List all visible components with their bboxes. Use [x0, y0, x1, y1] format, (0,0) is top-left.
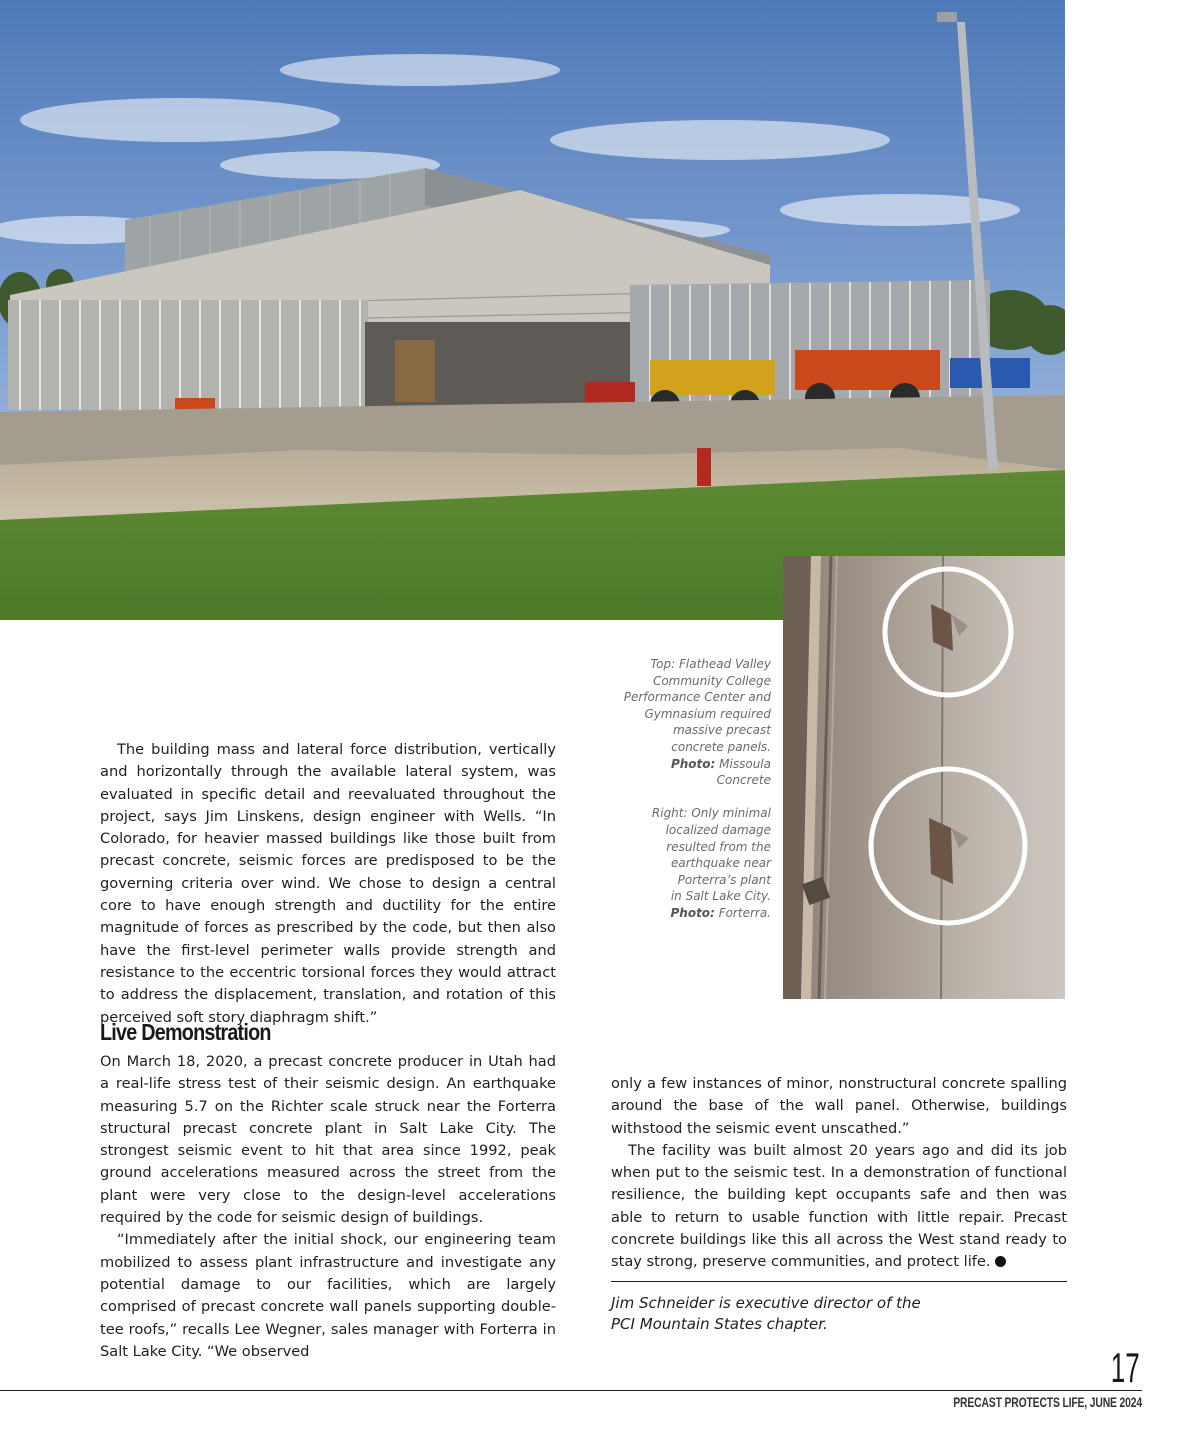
author-bio-line: Jim Schneider is executive director of the: [611, 1294, 921, 1312]
building-construction-photo: [0, 0, 1065, 620]
caption-credit-line: [571, 905, 771, 922]
left-column: [100, 739, 556, 1029]
end-bullet-icon: [995, 1256, 1006, 1267]
caption-line: Porterra’s plant: [677, 872, 771, 887]
author-bio: [611, 1293, 1071, 1335]
photo-credit-label: Photo:: [670, 756, 716, 771]
caption-line: Community College: [652, 673, 771, 688]
caption-spacer: [571, 789, 771, 806]
section-heading: Live Demonstration: [100, 1019, 271, 1045]
left-column-2: [100, 1051, 556, 1363]
caption-line: Top: Flathead Valley: [650, 657, 771, 671]
photo-credit: Forterra.: [718, 905, 771, 920]
author-bio-line: PCI Mountain States chapter.: [611, 1315, 828, 1333]
caption-line: Gymnasium required: [644, 706, 771, 721]
paragraph: [611, 1140, 1067, 1274]
caption-line: Right: Only minimal: [651, 806, 771, 821]
caption-line: concrete panels.: [671, 739, 771, 754]
paragraph-text: The facility was built almost 20 years ago and did its job when put to the seismic test. In a demonstration of functional resilience, the building kept occupants safe and then was able to return to usable function with little repair. Precast concrete buildings like this all across the West stand ready to stay strong, preserve communities, and protect life.: [611, 1141, 1067, 1271]
footer-divider: [0, 1390, 1142, 1391]
photo-credit-label: Photo:: [670, 905, 715, 920]
photo-credit: Missoula: [719, 756, 771, 771]
paragraph: “Immediately after the initial shock, our engineering team mobilized to assess plant infrastructure and investigate any potential damage to our facilities, which are largely comprised of precast concrete wall panels supporting double-tee roofs,” recalls Lee Wegner, sales manager with Forterra in Salt Lake City. “We observed: [100, 1231, 556, 1360]
caption-line: Performance Center and: [623, 690, 771, 705]
caption-credit-line: [571, 756, 771, 773]
caption-line: resulted from the: [666, 839, 771, 854]
paragraph: The building mass and lateral force distribution, vertically and horizontally through the available lateral system, was evaluated in specific detail and reevaluated throughout the project, says Jim Linskens, design engineer with Wells. “In Colorado, for heavier massed buildings like those built from precast concrete, seismic forces are predisposed to be the governing criteria over wind. We chose to design a central core to have enough strength and ductility for the entire magnitude of forces as prescribed by the code, but then also have the first-level perimeter walls provide strength and resistance to the eccentric torsional forces they would attract to address the displacement, translation, and rotation of this perceived soft story diaphragm shift.”: [100, 741, 556, 1026]
photo-caption: [571, 656, 771, 922]
caption-line: earthquake near: [671, 856, 771, 871]
caption-line: in Salt Lake City.: [670, 889, 771, 904]
paragraph: only a few instances of minor, nonstructural concrete spalling around the base of the wall panel. Otherwise, buildings withstood the seismic event unscathed.”: [611, 1075, 1067, 1137]
page-number: 17: [1111, 1344, 1140, 1391]
publication-footer: PRECAST PROTECTS LIFE, JUNE 2024: [953, 1394, 1142, 1410]
right-column: [611, 1073, 1067, 1274]
divider: [611, 1281, 1067, 1282]
caption-line: Concrete: [716, 773, 771, 788]
paragraph: On March 18, 2020, a precast concrete producer in Utah had a real-life stress test of their seismic design. An earthquake measuring 5.7 on the Richter scale struck near the Forterra structural precast concrete plant in Salt Lake City. The strongest seismic event to hit that area since 1992, peak ground accelerations measured across the street from the plant were very close to the design-level accelerations required by the code for seismic design of buildings.: [100, 1053, 556, 1227]
caption-line: massive precast: [672, 723, 771, 738]
caption-line: localized damage: [665, 822, 771, 837]
wall-damage-photo: [783, 556, 1065, 999]
